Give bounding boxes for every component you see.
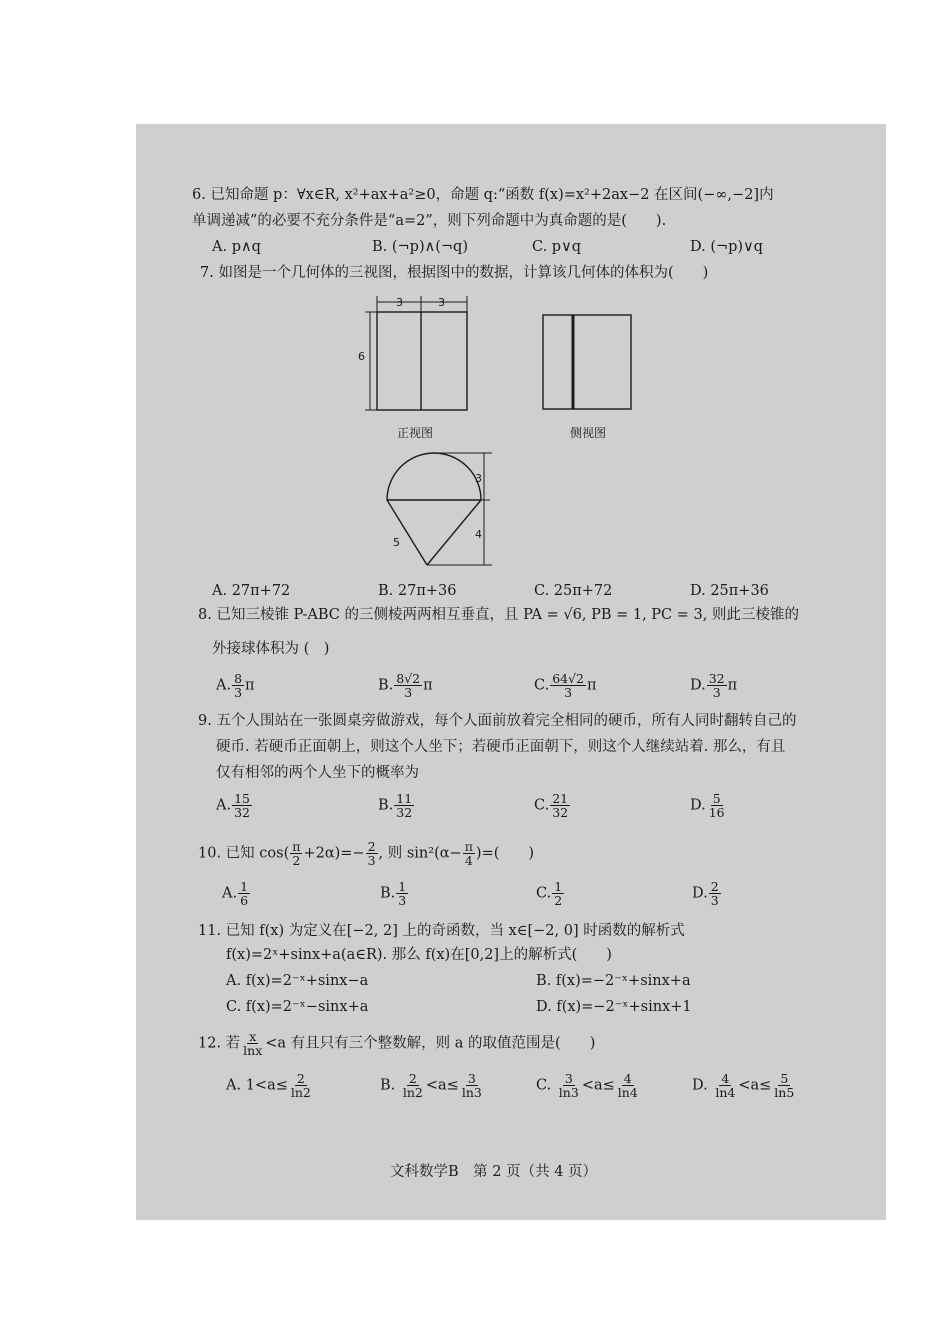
denominator: 3 [710, 893, 719, 908]
fraction [241, 1030, 264, 1057]
q9-line2: 硬币. 若硬币正面朝上，则这个人坐下；若硬币正面朝下，则这个人继续站着. 那么，有且 [216, 739, 786, 755]
option-letter: A. [216, 797, 232, 814]
q10-option-d [692, 880, 722, 907]
denominator: 32 [234, 805, 250, 820]
q7-option-a: A. 27π+72 [212, 583, 291, 599]
numerator: x [249, 1029, 257, 1044]
fraction [707, 672, 727, 699]
fraction [238, 880, 250, 907]
page-footer: 文科数学B 第 2 页（共 4 页） [390, 1164, 598, 1180]
q6-option-d: D. (¬p)∨q [690, 239, 763, 255]
fraction [616, 1072, 640, 1099]
q10-option-c [536, 880, 565, 907]
q10-option-a [222, 880, 251, 907]
option-letter: A. [222, 885, 238, 902]
numerator: 5 [712, 791, 721, 806]
side-view [543, 315, 631, 409]
fraction [401, 1072, 425, 1099]
fraction [713, 1072, 737, 1099]
q8-option-c [534, 672, 597, 699]
q7-option-d: D. 25π+36 [690, 583, 769, 599]
option-text: <a≤ [738, 1077, 772, 1094]
fraction [289, 1072, 313, 1099]
denominator: ln2 [402, 1085, 423, 1100]
q11-option-b: B. f(x)=−2⁻ˣ+sinx+a [536, 973, 691, 989]
q8-option-b [378, 672, 433, 699]
fraction [463, 840, 475, 867]
numerator: 3 [467, 1071, 476, 1086]
dim-w1: 3 [396, 296, 403, 309]
fraction [707, 792, 727, 819]
fraction [396, 880, 408, 907]
numerator: 4 [721, 1071, 730, 1086]
denominator: 3 [564, 685, 573, 700]
denominator: 3 [398, 893, 407, 908]
numerator: 11 [396, 791, 413, 806]
denominator: 32 [552, 805, 569, 820]
dim-bottom: 4 [475, 528, 482, 541]
option-letter: D. [690, 677, 706, 694]
denominator: ln4 [715, 1085, 736, 1100]
fraction [290, 840, 302, 867]
q12-option-a [226, 1072, 314, 1099]
option-letter: B. [380, 885, 396, 902]
q11-option-c: C. f(x)=2⁻ˣ−sinx+a [226, 999, 369, 1015]
q11-option-a: A. f(x)=2⁻ˣ+sinx−a [226, 973, 369, 989]
q12-option-b [380, 1072, 485, 1099]
denominator: ln4 [617, 1085, 638, 1100]
numerator: 2 [367, 839, 376, 854]
q7-option-c: C. 25π+72 [534, 583, 613, 599]
numerator: 15 [234, 791, 250, 806]
denominator: ln3 [558, 1085, 579, 1100]
option-letter: C. [534, 677, 550, 694]
numerator: 2 [408, 1071, 417, 1086]
q10-option-b [380, 880, 409, 907]
q12-text: <a 有且只有三个整数解，则 a 的取值范围是( ) [265, 1035, 596, 1052]
numerator: 21 [552, 791, 569, 806]
q6-line1: 6. 已知命题 p：∀x∈R, x²+ax+a²≥0，命题 q:“函数 f(x)=x²+2ax−2 在区间(−∞,−2]内 [192, 187, 774, 203]
denominator: 32 [396, 805, 413, 820]
q11-line2: f(x)=2ˣ+sinx+a(a∈R). 那么 f(x)在[0,2]上的解析式( ) [226, 947, 612, 963]
option-text: <a≤ [581, 1077, 615, 1094]
q6-option-b: B. (¬p)∧(¬q) [372, 239, 468, 255]
q6-option-a: A. p∧q [212, 239, 261, 255]
numerator: 32 [708, 671, 725, 686]
q12-text: 12. 若 [198, 1035, 241, 1052]
q9-option-a [216, 792, 253, 819]
q10-question [198, 840, 534, 867]
denominator: ln2 [290, 1085, 311, 1100]
numerator: 64√2 [552, 671, 585, 686]
q10-text: , 则 sin²(α− [378, 845, 462, 862]
denominator: 2 [554, 893, 563, 908]
numerator: 2 [710, 879, 719, 894]
q12-question [198, 1030, 595, 1057]
numerator: 2 [296, 1071, 305, 1086]
q8-option-a [216, 672, 255, 699]
fraction [552, 880, 564, 907]
denominator: 3 [712, 685, 721, 700]
fraction [557, 1072, 581, 1099]
option-text: A. 1<a≤ [226, 1077, 288, 1094]
q10-text: )=( ) [475, 845, 535, 862]
fraction [232, 792, 252, 819]
q9-option-d [690, 792, 728, 819]
q7-option-b: B. 27π+36 [378, 583, 457, 599]
option-text: B. [380, 1077, 400, 1094]
numerator: 8√2 [396, 671, 421, 686]
numerator: 8 [234, 671, 243, 686]
denominator: lnx [243, 1043, 263, 1058]
dim-top: 3 [475, 472, 482, 485]
denominator: 2 [292, 853, 301, 868]
q10-text: +2α)=− [303, 845, 365, 862]
option-letter: B. [378, 797, 394, 814]
denominator: ln3 [461, 1085, 482, 1100]
q8-line2: 外接球体积为 ( ) [212, 641, 330, 657]
fraction [709, 880, 721, 907]
option-letter: C. [536, 885, 552, 902]
front-view [365, 296, 467, 410]
denominator: 16 [708, 805, 725, 820]
option-letter: D. [692, 885, 708, 902]
option-letter: B. [378, 677, 394, 694]
option-text: C. [536, 1077, 556, 1094]
numerator: π [464, 839, 473, 854]
pi-symbol: π [727, 677, 738, 694]
three-view-figure [0, 0, 950, 600]
option-text: <a≤ [425, 1077, 459, 1094]
q6-line2: 单调递减”的必要不充分条件是“a=2”，则下列命题中为真命题的是( ). [192, 213, 667, 229]
pi-symbol: π [423, 677, 433, 694]
numerator: 5 [780, 1071, 789, 1086]
option-letter: A. [216, 677, 232, 694]
q8-line1: 8. 已知三棱锥 P-ABC 的三侧棱两两相互垂直，且 PA = √6, PB = 1, PC = 3, 则此三棱锥的 [198, 607, 799, 623]
numerator: 1 [554, 879, 563, 894]
q11-option-d: D. f(x)=−2⁻ˣ+sinx+1 [536, 999, 692, 1015]
numerator: 4 [623, 1071, 632, 1086]
option-letter: C. [534, 797, 550, 814]
q9-line3: 仅有相邻的两个人坐下的概率为 [216, 765, 419, 781]
front-view-label: 正视图 [397, 426, 434, 440]
q9-option-b [378, 792, 415, 819]
fraction [232, 672, 244, 699]
q12-option-d [692, 1072, 797, 1099]
numerator: 1 [240, 879, 249, 894]
fraction [394, 672, 422, 699]
dim-slant: 5 [393, 536, 400, 549]
numerator: 3 [564, 1071, 573, 1086]
denominator: 3 [234, 685, 243, 700]
denominator: 6 [240, 893, 249, 908]
fraction [550, 672, 586, 699]
denominator: ln5 [774, 1085, 795, 1100]
top-view [387, 453, 492, 565]
q12-option-c [536, 1072, 641, 1099]
denominator: 3 [404, 685, 413, 700]
numerator: 1 [398, 879, 407, 894]
dim-h: 6 [358, 350, 365, 363]
numerator: π [292, 839, 301, 854]
pi-symbol: π [587, 677, 597, 694]
fraction [366, 840, 378, 867]
denominator: 4 [464, 853, 473, 868]
option-text: D. [692, 1077, 713, 1094]
q9-option-c [534, 792, 571, 819]
fraction [460, 1072, 484, 1099]
dim-w2: 3 [438, 296, 445, 309]
q9-line1: 9. 五个人围站在一张圆桌旁做游戏，每个人面前放着完全相同的硬币，所有人同时翻转自己的 [198, 713, 797, 729]
q7-question: 7. 如图是一个几何体的三视图，根据图中的数据，计算该几何体的体积为( ) [200, 265, 709, 281]
q11-line1: 11. 已知 f(x) 为定义在[−2, 2] 上的奇函数，当 x∈[−2, 0] 时函数的解析式 [198, 923, 685, 939]
q10-text: 10. 已知 cos( [198, 845, 290, 862]
side-view-label: 侧视图 [570, 426, 607, 440]
fraction [550, 792, 570, 819]
denominator: 3 [367, 853, 376, 868]
fraction [394, 792, 414, 819]
fraction [772, 1072, 796, 1099]
pi-symbol: π [245, 677, 255, 694]
option-letter: D. [690, 797, 706, 814]
q6-option-c: C. p∨q [532, 239, 581, 255]
q8-option-d [690, 672, 737, 699]
